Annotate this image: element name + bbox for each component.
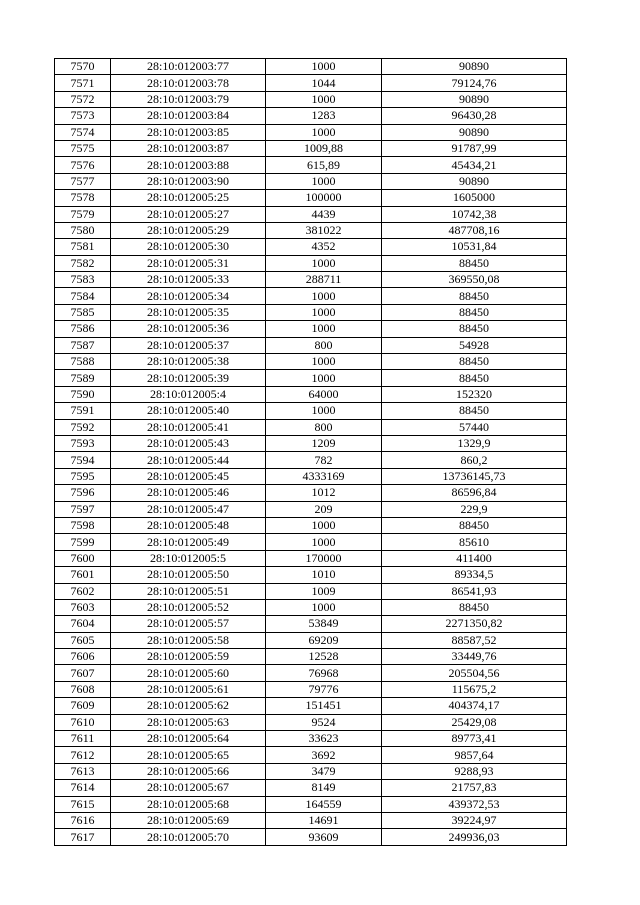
area-cell: 1000 [266,91,382,107]
area-cell: 381022 [266,222,382,238]
row-number-cell: 7579 [55,206,111,222]
cadastral-value-cell: 1329,9 [382,435,567,451]
row-number-cell: 7573 [55,108,111,124]
area-cell: 1010 [266,567,382,583]
row-number-cell: 7586 [55,321,111,337]
cadastral-number-cell: 28:10:012005:4 [111,386,266,402]
row-number-cell: 7608 [55,681,111,697]
cadastral-number-cell: 28:10:012003:85 [111,124,266,140]
cadastral-value-cell: 2271350,82 [382,616,567,632]
cadastral-number-cell: 28:10:012005:61 [111,681,266,697]
cadastral-number-cell: 28:10:012005:30 [111,239,266,255]
row-number-cell: 7589 [55,370,111,386]
area-cell: 93609 [266,829,382,845]
area-cell: 14691 [266,812,382,828]
area-cell: 288711 [266,272,382,288]
row-number-cell: 7578 [55,190,111,206]
area-cell: 4352 [266,239,382,255]
cadastral-value-cell: 1605000 [382,190,567,206]
area-cell: 53849 [266,616,382,632]
table-row [55,649,567,665]
row-number-cell: 7570 [55,59,111,75]
area-cell: 8149 [266,780,382,796]
row-number-cell: 7605 [55,632,111,648]
cadastral-value-cell: 39224,97 [382,812,567,828]
cadastral-value-cell: 90890 [382,59,567,75]
table-row [55,534,567,550]
cadastral-value-cell: 88450 [382,354,567,370]
cadastral-value-cell: 89773,41 [382,731,567,747]
row-number-cell: 7577 [55,173,111,189]
cadastral-value-cell: 79124,76 [382,75,567,91]
table-row [55,75,567,91]
row-number-cell: 7612 [55,747,111,763]
row-number-cell: 7580 [55,222,111,238]
area-cell: 1209 [266,435,382,451]
area-cell: 33623 [266,731,382,747]
row-number-cell: 7590 [55,386,111,402]
area-cell: 1000 [266,403,382,419]
table-row [55,190,567,206]
cadastral-value-cell: 249936,03 [382,829,567,845]
cadastral-number-cell: 28:10:012003:88 [111,157,266,173]
table-row [55,386,567,402]
table-row [55,583,567,599]
cadastral-value-cell: 13736145,73 [382,468,567,484]
row-number-cell: 7599 [55,534,111,550]
table-row [55,698,567,714]
area-cell: 4333169 [266,468,382,484]
cadastral-value-table [54,58,567,846]
cadastral-number-cell: 28:10:012003:87 [111,140,266,156]
row-number-cell: 7600 [55,550,111,566]
table-row [55,452,567,468]
row-number-cell: 7604 [55,616,111,632]
cadastral-value-cell: 88450 [382,321,567,337]
table-row [55,419,567,435]
row-number-cell: 7583 [55,272,111,288]
table-row [55,681,567,697]
area-cell: 1000 [266,288,382,304]
area-cell: 1009 [266,583,382,599]
area-cell: 3692 [266,747,382,763]
row-number-cell: 7574 [55,124,111,140]
cadastral-value-cell: 88450 [382,370,567,386]
cadastral-value-cell: 439372,53 [382,796,567,812]
row-number-cell: 7585 [55,304,111,320]
area-cell: 3479 [266,763,382,779]
table-row [55,321,567,337]
table-row [55,354,567,370]
cadastral-number-cell: 28:10:012005:5 [111,550,266,566]
table-row [55,468,567,484]
row-number-cell: 7576 [55,157,111,173]
table-row [55,796,567,812]
area-cell: 1000 [266,599,382,615]
cadastral-value-cell: 9288,93 [382,763,567,779]
table-row [55,812,567,828]
cadastral-value-cell: 88450 [382,517,567,533]
cadastral-number-cell: 28:10:012005:39 [111,370,266,386]
row-number-cell: 7609 [55,698,111,714]
area-cell: 1000 [266,321,382,337]
area-cell: 800 [266,337,382,353]
cadastral-number-cell: 28:10:012005:29 [111,222,266,238]
cadastral-value-cell: 33449,76 [382,649,567,665]
cadastral-value-cell: 88450 [382,288,567,304]
cadastral-number-cell: 28:10:012005:70 [111,829,266,845]
cadastral-number-cell: 28:10:012005:40 [111,403,266,419]
cadastral-number-cell: 28:10:012005:64 [111,731,266,747]
table-body [55,59,567,846]
table-row [55,780,567,796]
area-cell: 782 [266,452,382,468]
area-cell: 100000 [266,190,382,206]
table-row [55,140,567,156]
area-cell: 69209 [266,632,382,648]
row-number-cell: 7610 [55,714,111,730]
row-number-cell: 7617 [55,829,111,845]
cadastral-number-cell: 28:10:012003:79 [111,91,266,107]
table-row [55,370,567,386]
cadastral-number-cell: 28:10:012005:57 [111,616,266,632]
cadastral-number-cell: 28:10:012005:52 [111,599,266,615]
area-cell: 615,89 [266,157,382,173]
table-row [55,288,567,304]
cadastral-number-cell: 28:10:012005:59 [111,649,266,665]
table-row [55,157,567,173]
row-number-cell: 7597 [55,501,111,517]
area-cell: 209 [266,501,382,517]
area-cell: 1000 [266,173,382,189]
row-number-cell: 7596 [55,485,111,501]
area-cell: 800 [266,419,382,435]
cadastral-number-cell: 28:10:012005:31 [111,255,266,271]
cadastral-value-cell: 10531,84 [382,239,567,255]
table-row [55,763,567,779]
row-number-cell: 7613 [55,763,111,779]
row-number-cell: 7592 [55,419,111,435]
area-cell: 1000 [266,59,382,75]
row-number-cell: 7614 [55,780,111,796]
row-number-cell: 7593 [55,435,111,451]
cadastral-number-cell: 28:10:012005:45 [111,468,266,484]
cadastral-value-cell: 487708,16 [382,222,567,238]
row-number-cell: 7581 [55,239,111,255]
cadastral-number-cell: 28:10:012003:90 [111,173,266,189]
cadastral-value-cell: 86541,93 [382,583,567,599]
table-row [55,206,567,222]
cadastral-value-cell: 54928 [382,337,567,353]
table-row [55,337,567,353]
cadastral-number-cell: 28:10:012005:41 [111,419,266,435]
area-cell: 170000 [266,550,382,566]
table-row [55,599,567,615]
cadastral-value-cell: 86596,84 [382,485,567,501]
area-cell: 1000 [266,370,382,386]
cadastral-number-cell: 28:10:012005:62 [111,698,266,714]
cadastral-value-cell: 860,2 [382,452,567,468]
cadastral-value-cell: 88450 [382,255,567,271]
cadastral-value-cell: 91787,99 [382,140,567,156]
cadastral-number-cell: 28:10:012005:63 [111,714,266,730]
cadastral-number-cell: 28:10:012005:65 [111,747,266,763]
cadastral-number-cell: 28:10:012005:50 [111,567,266,583]
cadastral-value-cell: 21757,83 [382,780,567,796]
table-row [55,632,567,648]
cadastral-number-cell: 28:10:012005:47 [111,501,266,517]
cadastral-value-cell: 90890 [382,124,567,140]
table-row [55,435,567,451]
cadastral-number-cell: 28:10:012005:49 [111,534,266,550]
table-row [55,108,567,124]
cadastral-value-cell: 90890 [382,91,567,107]
cadastral-number-cell: 28:10:012005:58 [111,632,266,648]
cadastral-value-cell: 90890 [382,173,567,189]
table-row [55,59,567,75]
cadastral-number-cell: 28:10:012005:66 [111,763,266,779]
table-row [55,403,567,419]
cadastral-number-cell: 28:10:012005:69 [111,812,266,828]
cadastral-number-cell: 28:10:012005:48 [111,517,266,533]
cadastral-number-cell: 28:10:012005:68 [111,796,266,812]
row-number-cell: 7602 [55,583,111,599]
table-row [55,91,567,107]
area-cell: 64000 [266,386,382,402]
row-number-cell: 7616 [55,812,111,828]
cadastral-value-cell: 45434,21 [382,157,567,173]
table-row [55,616,567,632]
cadastral-number-cell: 28:10:012005:38 [111,354,266,370]
row-number-cell: 7588 [55,354,111,370]
row-number-cell: 7584 [55,288,111,304]
row-number-cell: 7615 [55,796,111,812]
cadastral-value-cell: 9857,64 [382,747,567,763]
table-row [55,239,567,255]
area-cell: 1000 [266,534,382,550]
cadastral-value-cell: 88450 [382,304,567,320]
area-cell: 151451 [266,698,382,714]
table-row [55,517,567,533]
cadastral-value-cell: 404374,17 [382,698,567,714]
row-number-cell: 7572 [55,91,111,107]
cadastral-value-cell: 152320 [382,386,567,402]
area-cell: 9524 [266,714,382,730]
cadastral-value-cell: 25429,08 [382,714,567,730]
area-cell: 1000 [266,255,382,271]
cadastral-value-cell: 411400 [382,550,567,566]
cadastral-value-cell: 88587,52 [382,632,567,648]
cadastral-number-cell: 28:10:012005:60 [111,665,266,681]
area-cell: 76968 [266,665,382,681]
cadastral-number-cell: 28:10:012005:51 [111,583,266,599]
cadastral-number-cell: 28:10:012005:27 [111,206,266,222]
cadastral-number-cell: 28:10:012005:25 [111,190,266,206]
area-cell: 4439 [266,206,382,222]
cadastral-number-cell: 28:10:012003:84 [111,108,266,124]
cadastral-value-cell: 57440 [382,419,567,435]
cadastral-number-cell: 28:10:012005:36 [111,321,266,337]
cadastral-number-cell: 28:10:012005:46 [111,485,266,501]
row-number-cell: 7594 [55,452,111,468]
table-row [55,124,567,140]
area-cell: 12528 [266,649,382,665]
table-row [55,501,567,517]
table-row [55,255,567,271]
row-number-cell: 7595 [55,468,111,484]
table-row [55,272,567,288]
cadastral-value-cell: 10742,38 [382,206,567,222]
table-row [55,747,567,763]
table-row [55,714,567,730]
table-row [55,665,567,681]
row-number-cell: 7606 [55,649,111,665]
cadastral-number-cell: 28:10:012005:33 [111,272,266,288]
cadastral-number-cell: 28:10:012003:77 [111,59,266,75]
row-number-cell: 7591 [55,403,111,419]
area-cell: 1009,88 [266,140,382,156]
table-row [55,485,567,501]
row-number-cell: 7603 [55,599,111,615]
cadastral-number-cell: 28:10:012005:43 [111,435,266,451]
area-cell: 1000 [266,517,382,533]
row-number-cell: 7571 [55,75,111,91]
cadastral-value-cell: 369550,08 [382,272,567,288]
cadastral-value-cell: 88450 [382,403,567,419]
cadastral-value-cell: 89334,5 [382,567,567,583]
cadastral-value-cell: 88450 [382,599,567,615]
row-number-cell: 7575 [55,140,111,156]
cadastral-value-cell: 96430,28 [382,108,567,124]
table-row [55,173,567,189]
area-cell: 1044 [266,75,382,91]
area-cell: 164559 [266,796,382,812]
area-cell: 1012 [266,485,382,501]
row-number-cell: 7607 [55,665,111,681]
table-row [55,567,567,583]
row-number-cell: 7601 [55,567,111,583]
cadastral-value-cell: 229,9 [382,501,567,517]
area-cell: 1000 [266,304,382,320]
area-cell: 1000 [266,354,382,370]
row-number-cell: 7582 [55,255,111,271]
cadastral-value-cell: 205504,56 [382,665,567,681]
table-row [55,829,567,845]
cadastral-number-cell: 28:10:012005:67 [111,780,266,796]
cadastral-number-cell: 28:10:012005:35 [111,304,266,320]
row-number-cell: 7611 [55,731,111,747]
row-number-cell: 7598 [55,517,111,533]
table-row [55,304,567,320]
area-cell: 1283 [266,108,382,124]
cadastral-value-cell: 115675,2 [382,681,567,697]
cadastral-value-cell: 85610 [382,534,567,550]
table-row [55,731,567,747]
cadastral-number-cell: 28:10:012003:78 [111,75,266,91]
table-row [55,550,567,566]
cadastral-number-cell: 28:10:012005:44 [111,452,266,468]
cadastral-number-cell: 28:10:012005:37 [111,337,266,353]
area-cell: 1000 [266,124,382,140]
area-cell: 79776 [266,681,382,697]
cadastral-number-cell: 28:10:012005:34 [111,288,266,304]
row-number-cell: 7587 [55,337,111,353]
table-row [55,222,567,238]
